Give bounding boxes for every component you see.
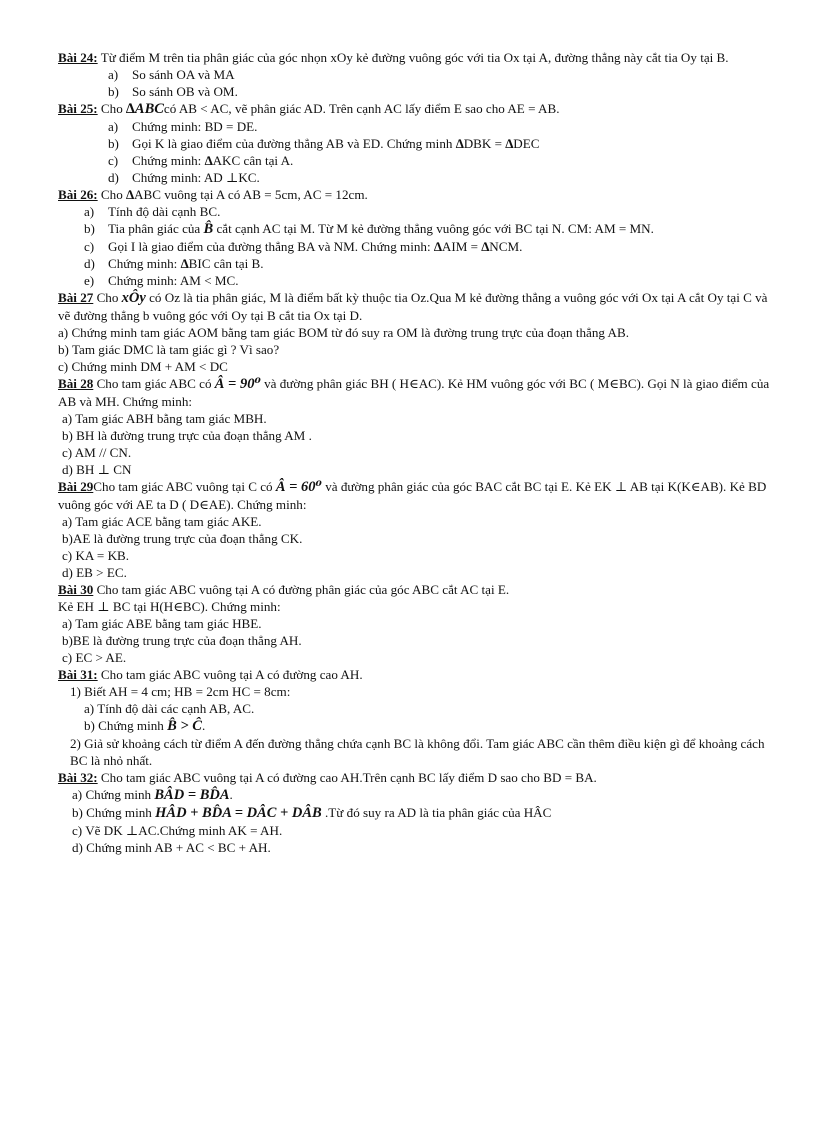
exercise-30-statement-line2: Kẻ EH ⊥ BC tại H(H∈BC). Chứng minh: [58, 599, 281, 614]
exercise-29-part-c: c) KA = KB. [62, 548, 130, 563]
exercise-25-part-d: d) Chứng minh: AD ⊥KC. [108, 170, 260, 185]
exercise-27-part-b: b) Tam giác DMC là tam giác gì ? Vì sao? [58, 342, 280, 357]
exercise-30-part-c: c) EC > AE. [62, 650, 127, 665]
exercise-24-statement [58, 49, 774, 66]
exercise-26-part-a: a) Tính độ dài cạnh BC. [84, 204, 221, 219]
exercise-27-part-a: a) Chứng minh tam giác AOM bằng tam giác BOM từ đó suy ra OM là đường trung trực của đoạn thẳng AB. [58, 325, 629, 340]
exercise-26-part-c: c) Gọi I là giao điểm của đường thẳng BA và NM. Chứng minh: ∆AIM = ∆NCM. [84, 239, 523, 254]
exercise-29-statement: Bài 29Cho tam giác ABC vuông tại C có Â = 60⁰ và đường phân giác của góc BAC cắt BC tại E. Kẻ EK ⊥ AB tại K(K∈AB). Kẻ BD vuông góc với AE ta D ( D∈AE). Chứng minh: [58, 479, 767, 512]
exercise-30-statement: Bài 30 Cho tam giác ABC vuông tại A có đường phân giác của góc ABC cắt AC tại E. [58, 582, 510, 597]
exercise-30-label: Bài 30 [58, 582, 94, 597]
exercise-28-label: Bài 28 [58, 376, 94, 391]
exercise-32-label: Bài 32: [58, 770, 98, 785]
exercise-28-part-d: d) BH ⊥ CN [62, 462, 132, 477]
document-page [58, 49, 774, 856]
exercise-32-statement: Bài 32: Cho tam giác ABC vuông tại A có đường cao AH.Trên cạnh BC lấy điểm D sao cho BD = BA. [58, 770, 597, 785]
angle-b-greater-c-formula: B̂ > Ĉ [167, 718, 202, 734]
exercise-28-part-a: a) Tam giác ABH bằng tam giác MBH. [62, 411, 267, 426]
exercise-25-part-b: b) Gọi K là giao điểm của đường thẳng AB và ED. Chứng minh ∆DBK = ∆DEC [108, 136, 540, 151]
exercise-26-label: Bài 26: [58, 187, 98, 202]
triangle-symbol: ∆ [433, 239, 442, 254]
exercise-24-part-a: a) So sánh OA và MA [108, 67, 235, 82]
exercise-27-part-c: c) Chứng minh DM + AM < DC [58, 359, 228, 374]
exercise-30-part-b: b)BE là đường trung trực của đoạn thẳng AH. [62, 633, 302, 648]
exercise-26-part-d: d) Chứng minh: ∆BIC cân tại B. [84, 256, 264, 271]
exercise-28-part-c: c) AM // CN. [62, 445, 132, 460]
exercise-27-label: Bài 27 [58, 290, 94, 305]
triangle-symbol: ∆ [180, 256, 189, 271]
exercise-31-part-1: 1) Biết AH = 4 cm; HB = 2cm HC = 8cm: [70, 684, 291, 699]
exercise-28-part-b: b) BH là đường trung trực của đoạn thẳng AM . [62, 428, 312, 443]
exercise-28-statement: Bài 28 Cho tam giác ABC có Â = 90⁰ và đường phân giác BH ( H∈AC). Kẻ HM vuông góc với BC ( M∈BC). Gọi N là giao điểm của AB và MH. Chứng minh: [58, 376, 770, 409]
angle-b-formula: B̂ [203, 221, 214, 237]
exercise-26-part-b: b) Tia phân giác của B̂ cắt cạnh AC tại M. Từ M kẻ đường thẳng vuông góc với BC tại N. CM: AM = MN. [84, 221, 654, 237]
exercise-31-part-2: 2) Giả sử khoảng cách từ điểm A đến đường thẳng chứa cạnh BC là không đổi. Tam giác ABC cần thêm điều kiện gì để khoảng cách BC là nhỏ nhất. [70, 736, 765, 768]
triangle-symbol: ∆ [204, 153, 213, 168]
angle-bad-bda-formula: BÂD = BD̂A [154, 787, 230, 803]
exercise-25-part-a: a) Chứng minh: BD = DE. [108, 119, 258, 134]
exercise-25-part-c: c) Chứng minh: ∆AKC cân tại A. [108, 153, 294, 168]
exercise-32-part-a: a) Chứng minh BÂD = BD̂A. [72, 787, 233, 803]
exercise-24-label: Bài 24: [58, 50, 98, 65]
exercise-24-text: Từ điểm M trên tia phân giác của góc nhọn xOy kẻ đường vuông góc với tia Ox tại A, đường thẳng này cắt tia Oy tại B. [97, 50, 729, 65]
exercise-32-part-b: b) Chứng minh HÂD + BD̂A = DÂC + DÂB .Từ đó suy ra AD là tia phân giác của HÂC [72, 805, 552, 821]
exercise-26-statement: Bài 26: Cho ∆ABC vuông tại A có AB = 5cm, AC = 12cm. [58, 187, 368, 202]
exercise-25-statement: Bài 25: Cho ∆ABCcó AB < AC, vẽ phân giác AD. Trên cạnh AC lấy điểm E sao cho AE = AB. [58, 101, 560, 117]
exercise-29-part-a: a) Tam giác ACE bằng tam giác AKE. [62, 514, 262, 529]
exercise-24-part-b: b) So sánh OB và OM. [108, 84, 238, 99]
exercise-25-label: Bài 25: [58, 101, 98, 116]
exercise-32-part-c: c) Vẽ DK ⊥AC.Chứng minh AK = AH. [72, 823, 283, 838]
exercise-26-part-e: e) Chứng minh: AM < MC. [84, 273, 239, 288]
triangle-symbol: ∆ [455, 136, 464, 151]
exercise-32-part-d: d) Chứng minh AB + AC < BC + AH. [72, 840, 271, 855]
exercise-31-label: Bài 31: [58, 667, 98, 682]
triangle-symbol: ∆ [505, 136, 514, 151]
angle-a-90-formula: Â = 90⁰ [214, 376, 261, 392]
triangle-symbol: ∆ [126, 187, 135, 202]
exercise-31-part-1a: a) Tính độ dài các cạnh AB, AC. [84, 701, 255, 716]
angle-xoy-formula: xÔy [121, 290, 146, 306]
angle-a-60-formula: Â = 60⁰ [275, 479, 322, 495]
triangle-symbol: ∆ [481, 239, 490, 254]
exercise-29-label: Bài 29 [58, 479, 94, 494]
exercise-31-statement: Bài 31: Cho tam giác ABC vuông tại A có đường cao AH. [58, 667, 363, 682]
exercise-29-part-b: b)AE là đường trung trực của đoạn thẳng CK. [62, 531, 303, 546]
exercise-27-statement: Bài 27 Cho xÔy có Oz là tia phân giác, M là điểm bất kỳ thuộc tia Oz.Qua M kẻ đường thẳng a vuông góc với Ox tại A cắt Oy tại C và vẽ đường thẳng b vuông góc với Oy tại B cắt tia Ox tại D. [58, 290, 768, 323]
exercise-31-part-1b: b) Chứng minh B̂ > Ĉ. [84, 718, 206, 734]
exercise-29-part-d: d) EB > EC. [62, 565, 127, 580]
triangle-abc-formula: ∆ABC [126, 101, 164, 117]
angle-sum-formula: HÂD + BD̂A = DÂC + DÂB [155, 805, 322, 821]
exercise-30-part-a: a) Tam giác ABE bằng tam giác HBE. [62, 616, 262, 631]
